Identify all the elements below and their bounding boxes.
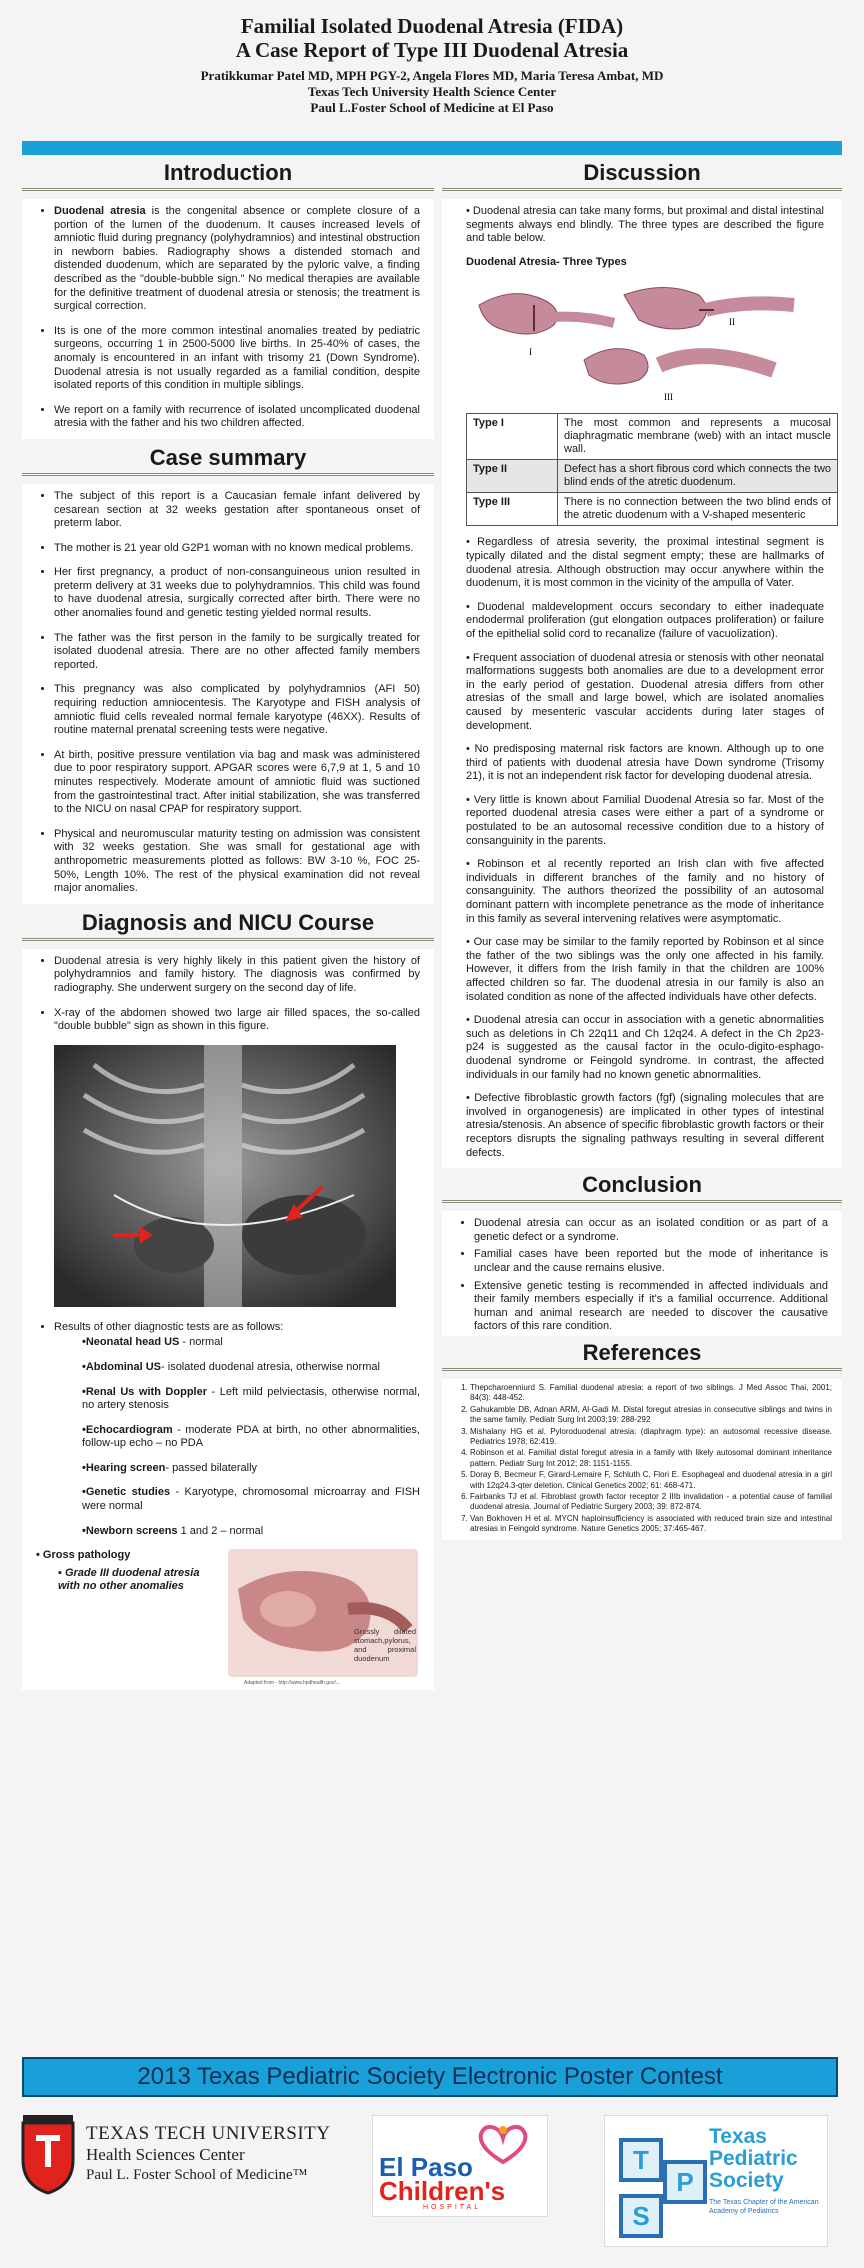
discussion-paragraph: • Regardless of atresia severity, the proximal intestinal segment is typically dilated and the distal segment empty; these are hallmarks of duodenal atresia. Although obstruction may occur anywhere within the duodenum, it is most common in the vicinity of the ampulla of Vater. xyxy=(466,536,824,590)
atresia-types-illustration xyxy=(474,275,810,405)
result-item xyxy=(82,1424,420,1451)
result-label: •Neonatal head US xyxy=(82,1336,180,1349)
conclusion-heading: Conclusion xyxy=(442,1172,842,1203)
gross-caption: Grossly dilated stomach,pylorus, and proximal duodenum xyxy=(354,1627,416,1664)
discussion-paragraph: • No predisposing maternal risk factors are known. Although up to one third of patients with duodenal atresia have Down syndrome (Trisomy 21), it is not an independent risk factor for developing duodenal atresia. xyxy=(466,743,824,783)
authors: Pratikkumar Patel MD, MPH PGY-2, Angela Flores MD, Maria Teresa Ambat, MD xyxy=(200,68,664,83)
type-name: Type I xyxy=(467,414,558,460)
types-figure-title: Duodenal Atresia- Three Types xyxy=(466,255,627,268)
discussion-paragraph: • Very little is known about Familial Duodenal Atresia so far. Most of the reported duodenal atresia cases were either a part of a syndrome or postulated to be an autosomal recessive condition due to a history of consanguinity in the parents. xyxy=(466,793,824,847)
gross-subtext: ▪ Grade III duodenal atresia with no other anomalies xyxy=(58,1566,200,1593)
gross-pathology-text xyxy=(36,1549,216,1594)
result-text: - Left mild pelviectasis, otherwise normal, no artery stenosis xyxy=(82,1385,420,1412)
type-name: Type III xyxy=(467,493,558,526)
tps-text xyxy=(709,2126,798,2192)
ttu-text xyxy=(86,2123,330,2184)
case-summary-item: • Her first pregnancy, a product of non-consanguineous union resulted in preterm delivery at 31 weeks due to polyhydramnios. This child was found to have duodenal atresia, surgically corrected after birth. There were no other anomalies found and genetic testing yielded normal results. xyxy=(54,566,420,620)
result-text: - isolated duodenal atresia, otherwise normal xyxy=(161,1360,380,1373)
result-item xyxy=(82,1486,420,1513)
conclusion-item: • Extensive genetic testing is recommended in affected individuals and their family members especially if it's a familial occurrence. Additional human and animal research are needed to discover the causative factors of this rare condition. xyxy=(474,1280,828,1334)
gross-heading-text: Gross pathology xyxy=(42,1549,131,1562)
discussion-paragraph: • Our case may be similar to the family reported by Robinson et al since the father of the two siblings was the only one affected in his family. However, it differs from the Irish family in that the children are 100% affected children so far. The duodenal atresia in our family is also an isolated condition as none of the affected individuals have other defects. xyxy=(466,936,824,1003)
result-text: - passed bilaterally xyxy=(165,1461,258,1474)
discussion-paragraph: • Duodenal maldevelopment occurs secondary to either inadequate endodermal proliferation (gut elongation outpaces proliferation) or failure of the epithelial solid cord to recanalize (failure of vacuolization). xyxy=(466,600,824,640)
type-desc: The most common and represents a mucosal diaphragmatic membrane (web) with an intact muscle wall. xyxy=(558,414,838,460)
case-summary-item: • Physical and neuromuscular maturity testing on admission was consistent with 32 weeks gestation. She was small for gestational age with anthropometric measurements plotted as follows: BW 3-10 %, FOC 25-50%, Length 10%. The rest of the physical examination did not reveal major anomalies. xyxy=(54,828,420,896)
diagnosis-heading: Diagnosis and NICU Course xyxy=(22,910,434,941)
references-heading: References xyxy=(442,1340,842,1371)
elpaso-line1: El Paso xyxy=(379,2152,473,2182)
discussion-panel xyxy=(442,199,842,1168)
table-row xyxy=(467,460,838,493)
conclusion-item: • Familial cases have been reported but the mode of inheritance is unclear and the cause remains elusive. xyxy=(474,1248,828,1275)
discussion-intro: • Duodenal atresia can take many forms, but proximal and distal intestinal segments always end blindly. The three types are described the figure and table below. xyxy=(466,205,824,245)
conclusion-list xyxy=(456,1217,828,1334)
elpaso-line2: Children's xyxy=(379,2176,506,2206)
discussion-paragraph: • Robinson et al recently reported an Irish clan with five affected individuals in different branches of the family and no history of consanguinity. The authors theorized the possibility of an autosomal dominant pattern with incomplete penetrance as the mode of inheritance in this family as several intervening relatives were asymptomatic. xyxy=(466,858,824,925)
reference-item: 3. Mishalany HG et al. Pyloroduodenal atresia: (diaphragm type): an autosomal recessive disease. Pediatrics 1978; 62:419. xyxy=(470,1427,832,1448)
result-item xyxy=(82,1386,420,1413)
gross-pathology-image xyxy=(228,1549,418,1677)
tps-block-s: S xyxy=(619,2194,663,2238)
heart-icon xyxy=(473,2122,533,2166)
case-summary-item: • The subject of this report is a Caucasian female infant delivered by cesarean section at 32 weeks gestation after spontaneous onset of preterm labor. xyxy=(54,490,420,531)
elpaso-line3: HOSPITAL xyxy=(423,2204,482,2211)
results-intro xyxy=(54,1321,420,1539)
diagnosis-panel xyxy=(22,949,434,1691)
references-panel xyxy=(442,1379,842,1540)
three-types-figure xyxy=(474,275,810,405)
result-label: •Echocardiogram xyxy=(82,1423,173,1436)
reference-item: 6. Fairbanks TJ et al. Fibroblast growth factor receptor 2 IIIb invalidation - a potential cause of familial duodenal atresia. Journal of Pediatric Surgery 2003; 39: 872-874. xyxy=(470,1492,832,1513)
result-item xyxy=(82,1462,420,1476)
case-summary-item: • The mother is 21 year old G2P1 woman with no known medical problems. xyxy=(54,542,420,556)
table-row xyxy=(467,493,838,526)
contest-banner: 2013 Texas Pediatric Society Electronic Poster Contest xyxy=(22,2057,838,2097)
case-summary-item: • At birth, positive pressure ventilation via bag and mask was administered due to poor respiratory support. APGAR scores were 6,7,9 at 1, 5 and 10 minutes respectively. Moderate amount of amniotic fluid was suctioned from the gastrointestinal tract. After initial stabilization, she was transferred to the NICU on nasal CPAP for respiratory support. xyxy=(54,749,420,817)
reference-item: 2. Gahukamble DB, Adnan ARM, Al-Gadi M. Distal foregut atresias in consecutive siblings and twins in the same family. Pediatr Surg Int 2003;19: 288-292 xyxy=(470,1405,832,1426)
type-name: Type II xyxy=(467,460,558,493)
case-summary-item: • The father was the first person in the family to be surgically treated for isolated duodenal atresia. There are no other affected family members reported. xyxy=(54,632,420,673)
tps-line4: The Texas Chapter of the American Academy of Pediatrics xyxy=(709,2199,819,2215)
introduction-panel xyxy=(22,199,434,439)
result-item xyxy=(82,1336,420,1350)
result-label: •Abdominal US xyxy=(82,1360,162,1373)
results-list xyxy=(54,1336,420,1538)
tps-block-p: P xyxy=(663,2160,707,2204)
reference-item: 1. Thepcharoenniurd S. Familial duodenal atresia: a report of two siblings. J Med Assoc Thai, 2001; 84(3): 448-452. xyxy=(470,1383,832,1404)
poster-header xyxy=(0,14,864,116)
type-label-ii: II xyxy=(729,317,735,328)
diagnosis-item-1: • Duodenal atresia is very highly likely in this patient given the history of polyhydramnios and family history. The diagnosis was confirmed by radiography. She underwent surgery on the second day of life. xyxy=(54,955,420,996)
texas-pediatric-society-logo xyxy=(604,2115,828,2247)
result-text: - normal xyxy=(179,1336,223,1349)
tps-line2: Pediatric xyxy=(709,2147,798,2170)
discussion-paragraph: • Duodenal atresia can occur in association with a genetic abnormalities such as deletions in Ch 22q11 and Ch 12q24. A defect in the Ch 2p23-p24 is suggested as the causal factor in the oculo-digito-esphago-duodenal syndrome or Feingold syndrome. In contrast, the affected individuals in our family had no known genetic abnormalities. xyxy=(466,1014,824,1081)
result-text: - Karyotype, chromosomal microarray and FISH were normal xyxy=(82,1486,420,1513)
type-desc: Defect has a short fibrous cord which connects the two blind ends of the atretic duodenum. xyxy=(558,460,838,493)
gross-sub-text: Grade III duodenal atresia with no other anomalies xyxy=(58,1566,200,1593)
gross-heading: • Gross pathology xyxy=(36,1549,131,1562)
case-summary-heading: Case summary xyxy=(22,445,434,476)
references-list xyxy=(452,1383,832,1535)
ttu-line3: Paul L. Foster School of Medicine™ xyxy=(86,2167,308,2183)
discussion-paragraphs xyxy=(466,536,824,1160)
el-paso-childrens-logo xyxy=(372,2115,548,2217)
intro-paragraph-2: • Its is one of the more common intestinal anomalies treated by pediatric surgeons, occurring 1 in 2500-5000 live births. In 25-40% of cases, the anomaly is encountered in an infant with trisomy 21 (Down Syndrome). Duodenal atresia is not usually regarded as a familial condition, despite isolated reports of this condition in multiple siblings. xyxy=(54,325,420,393)
result-label: •Newborn screens xyxy=(82,1524,178,1537)
left-column xyxy=(22,160,434,1690)
gross-pathology-block xyxy=(36,1549,420,1687)
reference-item: 5. Doray B, Becmeur F, Girard-Lemaire F, Schluth C, Flori E. Esophageal and duodenal atresia in a girl with 12q24.3-qter deletion. Clinical Genetics 2002; 61: 468-471. xyxy=(470,1470,832,1491)
tps-line1: Texas xyxy=(709,2125,767,2148)
discussion-heading: Discussion xyxy=(442,160,842,191)
tps-block-t: T xyxy=(619,2138,663,2182)
ttu-line1: TEXAS TECH UNIVERSITY xyxy=(86,2123,331,2144)
result-item xyxy=(82,1525,420,1539)
type-label-i: I xyxy=(529,347,532,358)
case-summary-panel xyxy=(22,484,434,904)
type-desc: There is no connection between the two blind ends of the atretic duodenum with a V-shaped mesenteric xyxy=(558,493,838,526)
reference-item: 4. Robinson et al. Familial distal foregut atresia in a family with likely autosomal dominant inheritance pattern. Pediatr Surg Int 2012; 28: 1151-1155. xyxy=(470,1448,832,1469)
gross-credit: Adapted from - http://www.hpdhealth.gov/... xyxy=(244,1680,340,1687)
tps-line3: Society xyxy=(709,2169,784,2192)
result-label: •Genetic studies xyxy=(82,1486,171,1499)
intro-text-1: is the congenital absence or complete closure of a portion of the lumen of the duodenum. It causes increased levels of amniotic fluid during pregnancy (polyhydramnios) and intestinal obstruction in newborn babies. Radiography shows a distended stomach and distended duodenum, which are separated by the pyloric valve, a finding described as the "double-bubble sign." No medical therapies are available for the definitive treatment of duodenal atresia or stenosis; the treatment is surgical correction. xyxy=(54,205,421,313)
table-row xyxy=(467,414,838,460)
tps-blocks-icon xyxy=(619,2138,707,2242)
xray-illustration xyxy=(54,1045,396,1307)
result-text: - moderate PDA at birth, no other abnormalities, follow-up echo – no PDA xyxy=(82,1423,420,1450)
diagnosis-item-2: • X-ray of the abdomen showed two large air filled spaces, the so-called "double bubble" sign as shown in this figure. xyxy=(54,1007,420,1034)
introduction-heading: Introduction xyxy=(22,160,434,191)
intro-paragraph-1 xyxy=(54,205,420,314)
institution-line1: Texas Tech University Health Science Center xyxy=(307,84,557,99)
result-item xyxy=(82,1361,420,1375)
results-intro-text: Results of other diagnostic tests are as follows: xyxy=(54,1320,284,1333)
intro-term: Duodenal atresia xyxy=(54,205,146,217)
result-label: •Renal Us with Doppler xyxy=(82,1385,207,1398)
header-divider-bar xyxy=(22,141,842,155)
reference-item: 7. Van Bokhoven H et al. MYCN haploinsufficiency is associated with reduced brain size and intestinal atresias in Feingold syndrome. Nature Genetics 2005; 37:465-467. xyxy=(470,1514,832,1535)
conclusion-item: • Duodenal atresia can occur as an isolated condition or as part of a genetic defect or a syndrome. xyxy=(474,1217,828,1244)
conclusion-panel xyxy=(442,1211,842,1336)
result-label: •Hearing screen xyxy=(82,1461,166,1474)
atresia-types-table xyxy=(466,413,838,526)
ttu-line2: Health Sciences Center xyxy=(86,2145,245,2164)
poster-title-line1: Familial Isolated Duodenal Atresia (FIDA) xyxy=(240,14,624,38)
intro-paragraph-3: • We report on a family with recurrence of isolated uncomplicated duodenal atresia with the father and his two children affected. xyxy=(54,404,420,431)
result-text: 1 and 2 – normal xyxy=(177,1524,264,1537)
discussion-paragraph: • Defective fibroblastic growth factors (fgf) (signaling molecules that are involved in organogenesis) are implicated in other types of intestinal atresia/stenosis. An absence of specific fibroblastic growth factors or their receptors disrupts the signaling pathways resulting in several different defects. xyxy=(466,1092,824,1159)
discussion-paragraph: • Frequent association of duodenal atresia or stenosis with other neonatal malformations suggests both anomalies are due to a development error in the early period of gestation. Duodenal atresia differs from other atresias of the small and large bowel, which are isolated anomalies caused by mesenteric vascular accidents during later stages of development. xyxy=(466,651,824,732)
right-column xyxy=(442,160,842,1540)
case-summary-item: • This pregnancy was also complicated by polyhydramnios (AFI 50) requiring reduction amniocentesis. The Karyotype and FISH analysis of amniotic fluid cells revealed normal female karyotype (46XX). Results of routine maternal prenatal screening tests were negative. xyxy=(54,683,420,737)
xray-double-bubble-image xyxy=(54,1045,396,1307)
poster-title-line2: A Case Report of Type III Duodenal Atresia xyxy=(235,38,629,62)
ttu-logo xyxy=(18,2115,348,2195)
case-summary-list xyxy=(36,490,420,896)
institution-line2: Paul L.Foster School of Medicine at El Paso xyxy=(310,100,554,115)
ttu-shield-icon xyxy=(18,2115,78,2195)
type-label-iii: III xyxy=(664,392,673,403)
